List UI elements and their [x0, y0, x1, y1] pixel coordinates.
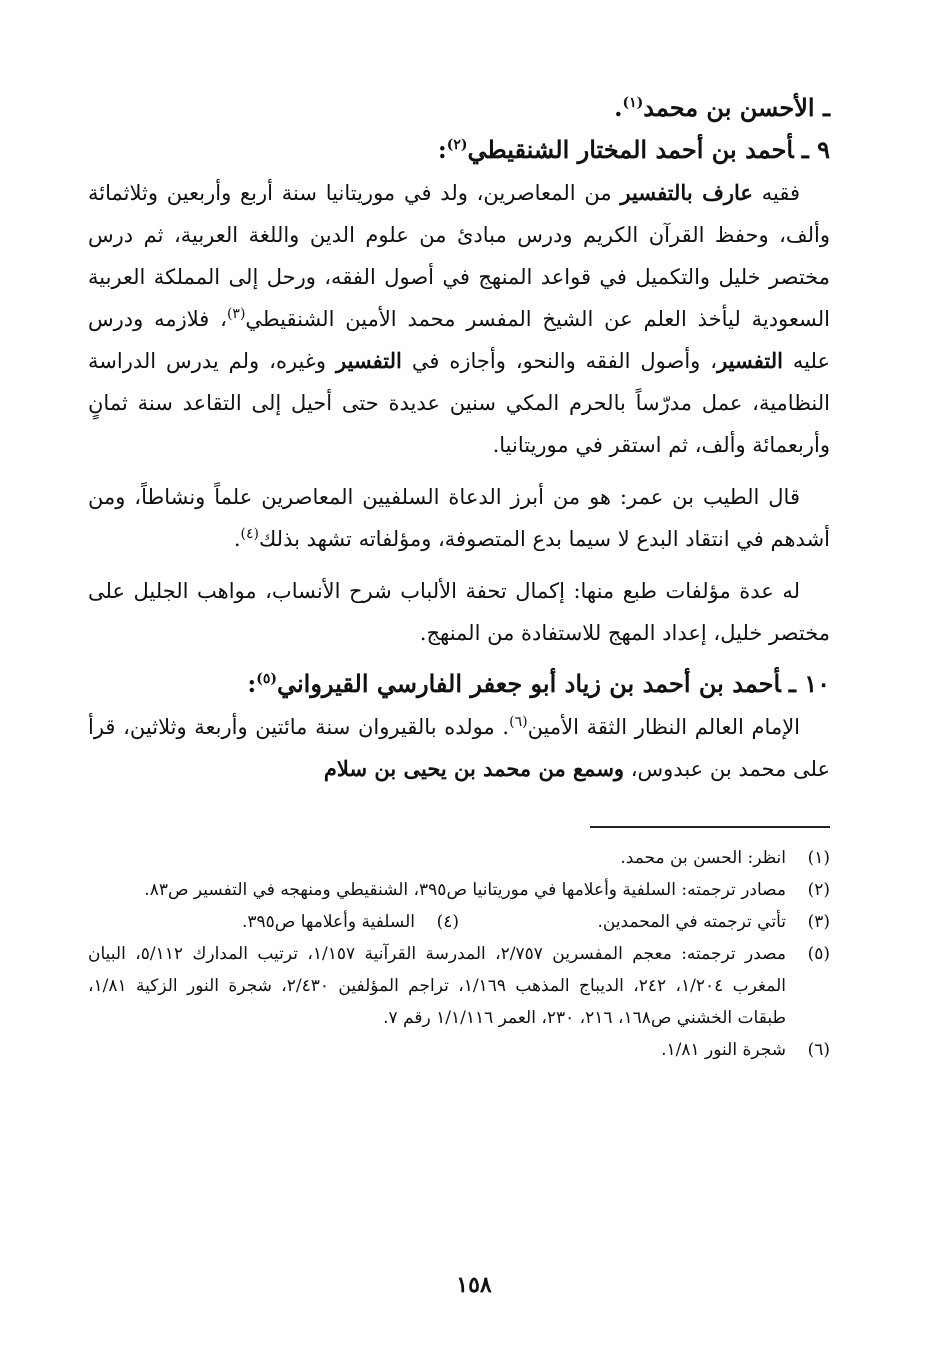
footnote-ref-5: (٥) [256, 671, 277, 687]
p4-text-a: الإمام العالم النظار الثقة الأمين [527, 715, 801, 739]
footnote-3 [459, 906, 830, 938]
footnote-3-number: (٣) [807, 912, 830, 932]
footnote-ref-4: (٤) [240, 526, 259, 542]
footnote-1 [88, 842, 830, 874]
p1-bold-g: التفسير [335, 348, 402, 373]
footnote-4 [88, 906, 459, 938]
p4-text-b: . مولده بالقيروان سنة مائتين وأربعة وثلاثين، قرأ على محمد بن عبدوس، [88, 715, 830, 781]
entry-10-number: ١٠ ـ [788, 669, 830, 698]
p1-bold-b: عارف بالتفسير [620, 180, 753, 205]
p4-bold-c: وسمع من محمد بن يحيى بن سلام [323, 756, 625, 781]
footnote-5-number: (٥) [807, 944, 830, 964]
footnote-2-number: (٢) [807, 880, 830, 900]
entry-9-paragraph-3: له عدة مؤلفات طبع منها: إكمال تحفة الألباب شرح الأنساب، مواهب الجليل على مختصر خليل، إعداد المهج للاستفادة من المنهج. [88, 579, 830, 645]
p1-text-d: ، فلازمه ودرس عليه [88, 307, 830, 373]
entry-10-paragraph-1 [88, 706, 830, 790]
entry-9-paragraph-2 [88, 476, 830, 560]
entry-9-number: ٩ ـ [801, 135, 830, 164]
footnote-ref-2: (٢) [446, 137, 468, 153]
entry-9-paragraph-1 [88, 172, 830, 466]
entry-prev-name: ـ الأحسن بن محمد [643, 93, 830, 122]
footnote-3-4-row [88, 906, 830, 938]
footnote-4-number: (٤) [436, 912, 459, 932]
entry-10-end: : [247, 669, 257, 698]
p1-text-h: وغيره، ولم يدرس الدراسة النظامية، عمل مدرّساً بالحرم المكي سنين عديدة حتى أحيل إلى التقاعد سنة ثمانٍ وأربعمائة وألف، ثم استقر في موريتانيا. [88, 349, 830, 457]
footnote-5 [88, 938, 830, 1034]
p1-text-c: من المعاصرين، ولد في موريتانيا سنة أربع وأربعين وثلاثمائة وألف، وحفظ القرآن الكريم ودرس مبادئ من علوم الدين واللغة العربية، ثم درس مختصر خليل والتكميل في قواعد المنهج في أصول الفقه، ورحل إلى المملكة العربية السعودية ليأخذ العلم عن الشيخ المفسر محمد الأمين الشنقيطي [88, 181, 830, 331]
footnote-6 [88, 1034, 830, 1066]
footnote-1-number: (١) [807, 848, 830, 868]
p2-end: . [233, 527, 241, 551]
entry-prev-end: . [614, 93, 623, 122]
footnote-6-text: شجرة النور ١/٨١. [661, 1040, 786, 1060]
page-body [88, 88, 830, 1066]
entry-9-name: أحمد بن أحمد المختار الشنقيطي [467, 135, 794, 164]
footnote-4-text: السلفية وأعلامها ص٣٩٥. [241, 912, 415, 932]
entry-10-title [88, 664, 830, 704]
footnote-5-text: مصدر ترجمته: معجم المفسرين ٢/٧٥٧، المدرسة القرآنية ١/١٥٧، ترتيب المدارك ٥/١١٢، البيان المغرب ١/٢٠٤، ٢٤٢، الديباج المذهب ١/١٦٩، تراجم المؤلفين ٢/٤٣٠، شجرة النور الزكية ١/٨١، طبقات الخشني ص١٦٨، ٢١٦، ٢٣٠، العمر ١/١/١١٦ رقم ٧. [88, 944, 786, 1028]
footnote-ref-1: (١) [622, 95, 644, 111]
entry-prev-title [88, 88, 830, 128]
entry-9-end: : [437, 135, 447, 164]
footnote-2-text: مصادر ترجمته: السلفية وأعلامها في موريتانيا ص٣٩٥، الشنقيطي ومنهجه في التفسير ص٨٣. [144, 880, 786, 900]
p2-text-a: قال الطيب بن عمر: هو من أبرز الدعاة السلفيين المعاصرين علماً ونشاطاً، ومن أشدهم في انتقاد البدع لا سيما بدع المتصوفة، ومؤلفاته تشهد بذلك [88, 485, 830, 551]
p1-text-f: ، وأصول الفقه والنحو، وأجازه في [401, 349, 718, 373]
p1-text-a: فقيه [752, 181, 800, 205]
p1-bold-e: التفسير [717, 348, 783, 373]
footnote-3-text: تأتي ترجمته في المحمدين. [597, 912, 786, 932]
footnote-6-number: (٦) [807, 1040, 830, 1060]
footnote-ref-3: (٣) [226, 306, 246, 322]
entry-10-name: أحمد بن أحمد بن زياد أبو جعفر الفارسي القيرواني [276, 669, 781, 698]
footnote-ref-6: (٦) [509, 714, 528, 730]
footnote-1-text: انظر: الحسن بن محمد. [620, 848, 786, 868]
footnote-2 [88, 874, 830, 906]
page-number: ١٥٨ [456, 1272, 492, 1298]
entry-9-title [88, 130, 830, 170]
footnote-divider [590, 826, 830, 828]
